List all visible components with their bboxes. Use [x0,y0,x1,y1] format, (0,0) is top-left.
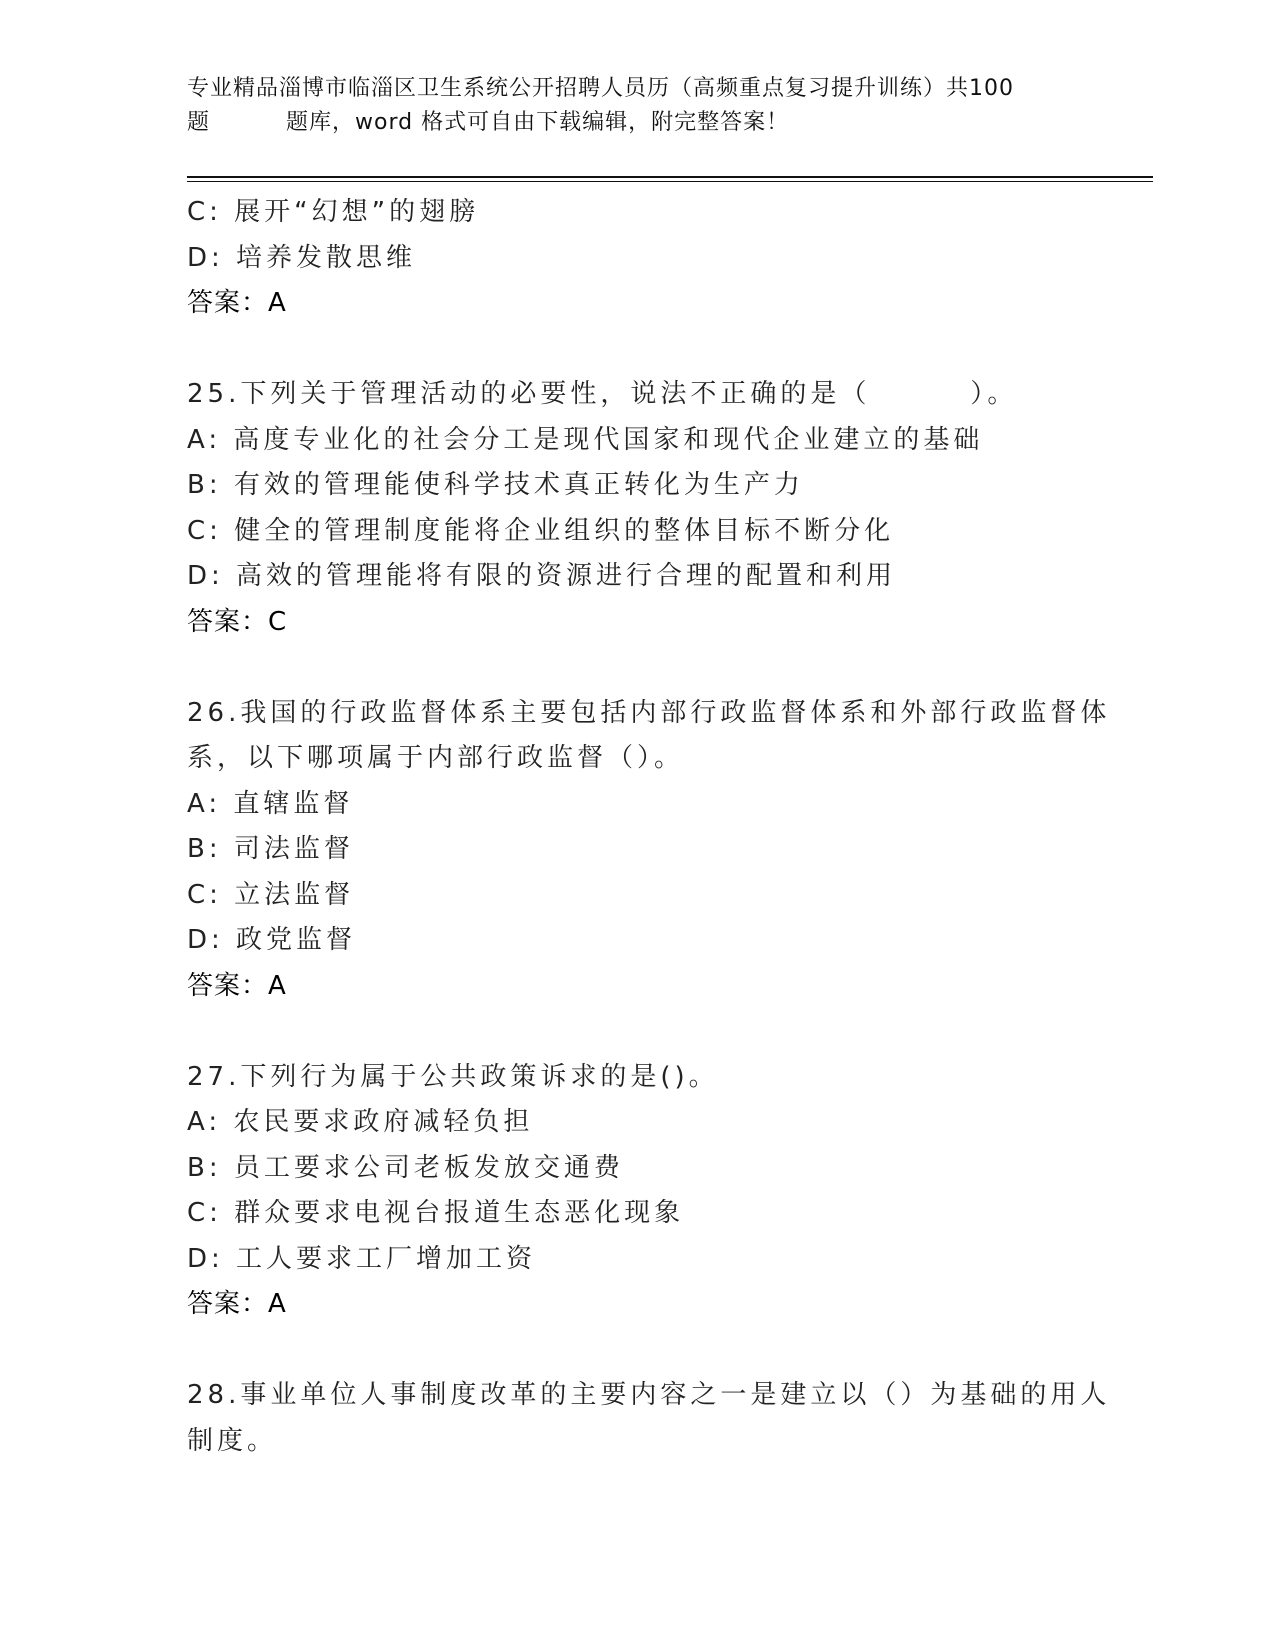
page-header [187,72,1087,140]
header-divider-thick [187,176,1153,178]
option-d: D: 培养发散思维 [187,242,417,273]
header-title-line1: 专业精品淄博市临淄区卫生系统公开招聘人员历（高频重点复习提升训练）共100 [187,76,1014,101]
option-c: C: 健全的管理制度能将企业组织的整体目标不断分化 [187,515,895,546]
header-title-line2-end: 题库，word 格式可自由下载编辑，附完整答案！ [286,110,790,135]
header-title-line2 [187,106,1087,140]
option-d: D: 工人要求工厂增加工资 [187,1243,537,1274]
option-d: D: 高效的管理能将有限的资源进行合理的配置和利用 [187,561,897,591]
question-block-prev [187,190,1087,327]
question-block-27 [187,1055,1087,1328]
question-stem-line2: 系，以下哪项属于内部行政监督（）。 [187,743,685,773]
question-block-25 [187,372,1087,645]
header-title-line2-start: 题 [187,110,211,135]
option-a: A: 直辖监督 [187,788,354,819]
option-a: A: 农民要求政府减轻负担 [187,1107,534,1137]
question-block-26 [187,691,1111,1010]
question-block-28 [187,1373,1111,1464]
question-stem [187,372,1087,418]
option-b: B: 有效的管理能使科学技术真正转化为生产力 [187,470,804,500]
option-a: A: 高度专业化的社会分工是现代国家和现代企业建立的基础 [187,424,984,455]
answer-label: 答案：A [187,970,287,1001]
option-b: B: 员工要求公司老板发放交通费 [187,1152,624,1183]
question-stem-line1: 26.我国的行政监督体系主要包括内部行政监督体系和外部行政监督体 [187,697,1111,728]
option-c: C: 立法监督 [187,879,355,910]
question-stem-end: ）。 [970,379,1018,409]
answer-label: 答案：A [187,288,287,318]
answer-label: 答案：C [187,606,288,637]
option-b: B: 司法监督 [187,834,354,864]
question-stem-start: 25.下列关于管理活动的必要性，说法不正确的是（ [187,379,871,409]
option-c: C: 展开“幻想”的翅膀 [187,197,480,227]
question-stem-line1: 28.事业单位人事制度改革的主要内容之一是建立以（）为基础的用人 [187,1380,1111,1410]
header-divider-thin [187,181,1153,182]
question-stem: 27.下列行为属于公共政策诉求的是()。 [187,1061,719,1092]
option-c: C: 群众要求电视台报道生态恶化现象 [187,1198,685,1228]
question-stem-line2: 制度。 [187,1425,278,1456]
answer-label: 答案：A [187,1289,287,1319]
question-list [187,190,1111,1464]
option-d: D: 政党监督 [187,925,357,955]
